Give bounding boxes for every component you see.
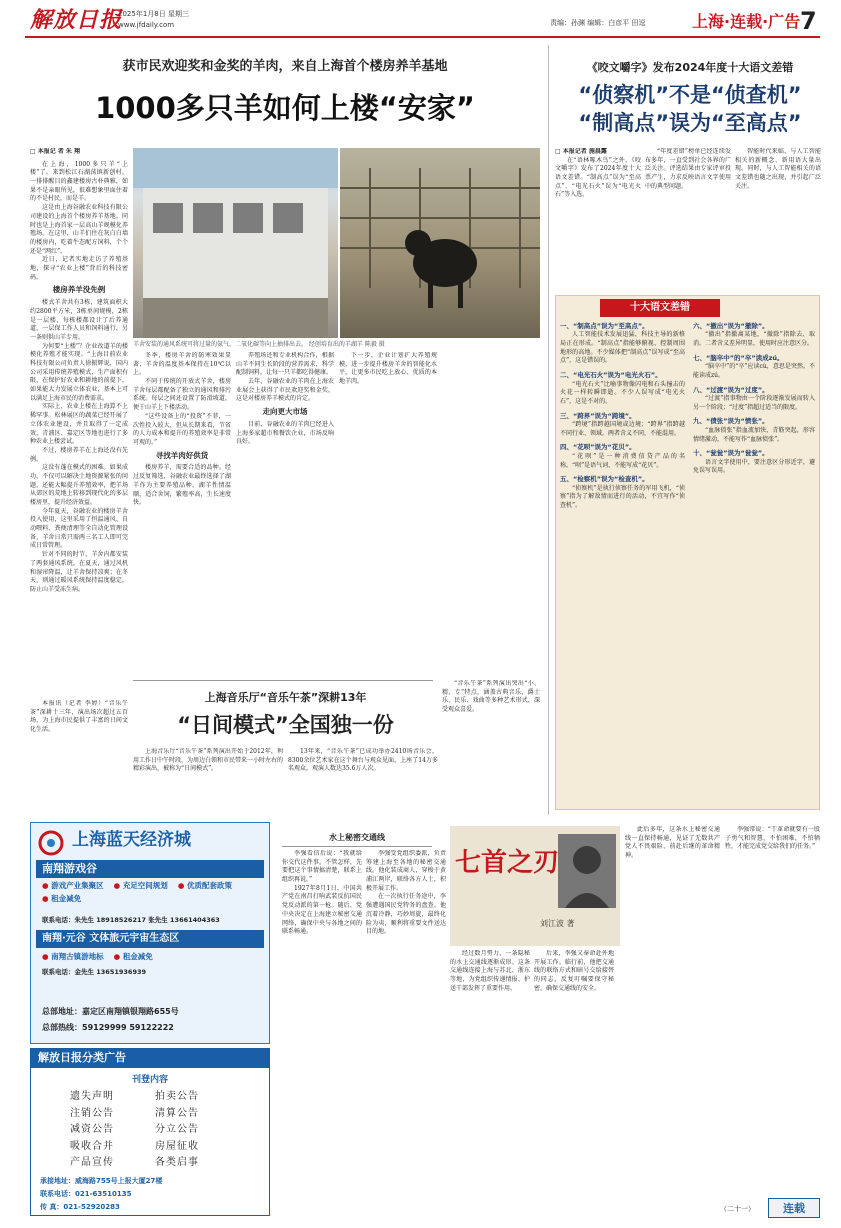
ad-feature [42, 881, 104, 892]
error-item [560, 371, 685, 406]
classified-item: 减资公告 [70, 1124, 114, 1135]
story1-cont6: 去年，谷融农业的羊肉在上海农业展会上获得了市民欢迎奖和金奖，这是对楼房养羊模式的肯定。 [236, 378, 334, 403]
ad-feature [114, 952, 153, 963]
story2-p2: “年度差错”榜单已经连续发布多年，一直受到社会各界的广泛关注。评选结果由专家评审投票产生，力求反映语言文字使用中的典型问题。 [645, 148, 731, 190]
story1-byline: □ 本报记 者 朱 翔 [30, 148, 81, 155]
newspaper-logo: 解放日报 [30, 7, 123, 33]
error-item [693, 417, 815, 444]
story1-p8: 这没有蓬在模式的困难。如果成功，不仅可以解决土地资源紧张的问题，还能大幅提升养殖效率，把羊场从郊区的荒地上转移到现代化的多层楼房里，提升经济效益。 [30, 464, 128, 506]
error-item-title: 三、“跨界”误为“跨境”。 [560, 411, 636, 420]
serial-column-1 [282, 850, 362, 1220]
ad-hotline: 总部热线：59129999 59122222 [42, 1023, 174, 1032]
story1-lead: 在上海，1000多只羊“上楼”了。来到松江石湖荡镇新创村，一排排醒目的鑫建楼房古朴典雅，如果不是亲眼所见，很难想象里面住着的不是村民，而是羊。 [30, 160, 128, 203]
photo-caption: 羊舍安装的通风系统可将过量的氨气、二氧化碳等向上抽排出去。 经创培育出的羊湖羊 陈毅 摄 [133, 341, 385, 348]
classified-item: 分立公告 [155, 1124, 199, 1135]
bullet-icon: ● [113, 952, 123, 961]
ad-feature-label: 南翔古镇游地标 [51, 952, 104, 961]
serial-p8: 李强常说：“干革命就要有一股子勇气和智慧，不怕困难，不怕牺牲，才能完成党交给我们的任务。” [725, 826, 820, 851]
story3-column-1 [30, 700, 128, 810]
story1-cont8: 下一步，企业计划扩大养殖规模，进一步提升楼房羊舍的智能化水平，让更多市民吃上放心、优质的本地羊肉。 [339, 352, 437, 386]
story1-p4: 楼式羊舍共有3栋，建筑面积大约2800平方米，3栋单间规模，2栋是一层楼，每栋楼都设计了后养通道，一层保工作人员和饲料通行，另一条则供山羊专用。 [30, 299, 128, 341]
errors-box-title: 十大语文差错 [600, 299, 720, 317]
error-item-title: 九、“偾张”误为“愤张”。 [693, 417, 769, 426]
ad-feature [114, 881, 168, 892]
error-item-title: 一、“制高点”误为“至高点”。 [560, 322, 649, 330]
serial-p2: 1927年8月1日，中国共产党在南昌打响武装反抗国民党反动派的第一枪。随后，党中央决定在上海建立秘密交通网络，确保中央与各地之间的联系畅通。 [282, 884, 362, 936]
center-divider [548, 45, 549, 815]
error-item-text: “脑卒中”的“卒”应读cù，意思是突然。不能读成zú。 [693, 363, 815, 379]
error-item-title: 十、“瓮瓮”误为“瓮瓮”。 [693, 449, 769, 458]
story1-p5: 为何要“上楼”？企业改道羊的楼模化养殖才能实现。“上海目前农业科技有限公司负责人徐振辉说，国内公司采用传统养殖模式，生产面积有限，在保护好农业和耕地的前提下，如果能大力发展立体农业，基本上可以满足上海市民的消费需求。 [30, 342, 128, 402]
story3-column-4 [442, 680, 540, 810]
error-item-text: “花呗”是一种消费信贷产品的名称，“呗”是语气词，不能写成“花贝”。 [560, 452, 685, 469]
ad-feature [42, 952, 104, 963]
classified-sub: 刊登内容 [131, 1075, 168, 1085]
error-item-text: “跨境”指跨越国境或边境；“跨界”指跨越不同行业、领域。两者含义不同，不能混用。 [560, 421, 685, 437]
story1-subhead-1: 楼房养羊没先例 [52, 285, 106, 295]
story2-headline-1: “侦察机”不是“侦查机” [578, 83, 802, 107]
classified-item: 拍卖公告 [155, 1091, 199, 1102]
story1-subhead-3: 走向更大市场 [262, 407, 308, 417]
error-item [560, 412, 685, 439]
story3-p3: 13年来，“音乐午茶”已成功举办2410场音乐会，8300余位艺术家在这个舞台与观众见面，上座了14万多名观众，观演人数达35.6万人次。 [288, 748, 438, 773]
classified-items [70, 1090, 240, 1171]
story1-column-2 [133, 352, 231, 674]
errors-column-left [560, 322, 685, 807]
errors-column-right [693, 322, 815, 807]
classified-item: 各类启事 [155, 1157, 199, 1168]
error-item [560, 475, 685, 510]
serial-p1: 李强看信后说：“我就给你交代这件事。不管怎样，先要把这个事情搞清楚，联系上组织再说。” [282, 850, 362, 884]
classified-item: 遗失声明 [70, 1091, 114, 1102]
ad-feature [42, 894, 81, 905]
story2-column-2 [645, 148, 731, 258]
serial-column-4 [534, 950, 614, 1220]
story1-cont3: “这些设备上的“投资”不菲，一次性投入较大，但从长期来看，节省的人力成本和提升的养殖效率是非常可观的。” [133, 412, 231, 446]
ad-feature-label: 优质配套政策 [186, 881, 232, 890]
ventilation-illustration [133, 148, 338, 338]
ad-block2-head: 南翔·元谷 文体旅元宇宙生态区 [36, 930, 264, 948]
ad-block1-contact: 联系电话：朱先生 18918526217 张先生 13661404363 [42, 916, 220, 924]
story3-kicker: 上海音乐厅“音乐午茶”深耕13年 [204, 691, 367, 704]
ad-block2-contact: 联系电话：金先生 13651936939 [42, 968, 147, 976]
classified-contact-2: 联系电话：021-63510135 [40, 1190, 132, 1198]
error-item-title: 八、“过渡”误为“过度”。 [693, 385, 769, 394]
error-item [560, 322, 685, 366]
story3-column-2 [133, 748, 283, 810]
ad-block2-items [42, 952, 264, 963]
sheep-illustration [340, 148, 540, 338]
error-item-title: 五、“检察机”误为“检查机”。 [560, 475, 649, 484]
story2-byline: □ 本报记者 施晨露 [555, 148, 607, 155]
ad-lantian-title: 上海蓝天经济城 [72, 830, 191, 850]
editor-credits: 责编：孙渊 编辑：白彦平 田逗 [550, 19, 646, 27]
classified-item: 注销公告 [70, 1107, 114, 1119]
error-item-title: 四、“花呗”误为“花贝”。 [560, 443, 636, 452]
story1-p6: 实际上，农业上楼在上海算不上稀罕事。松林展区的蔬菜已经开展了立体农业建设，并且取得了一定成效，青浦区、嘉定区等地也进行了多种农业上楼尝试。 [30, 403, 128, 446]
error-item [693, 354, 815, 381]
page-number: 7 [800, 7, 817, 35]
serial-badge: 连载 [768, 1198, 820, 1218]
serial-p4: 在一次执行任务途中，李强遭遇国民党特务的盘查。他沉着冷静，巧妙周旋，最终化险为夷，顺利将重要文件送达目的地。 [366, 893, 446, 936]
story3-column-3 [288, 748, 438, 810]
story2-intro: 在“语林啄木鸟”之外，《咬文嚼字》发布了2024年度十大语文差错。“制高点”误为“至高点”、“电光石火”误为“电光火石”等入选。 [555, 156, 641, 199]
story2-p3: 智能时代来临，与人工智能相关的新概念、新用语大量出现。同时，与人工智能相关的语文差错也随之出现，并引起广泛关注。 [735, 148, 821, 190]
serial-author: 刘江波 著 [540, 919, 575, 928]
story3-p2: 上海音乐厅“音乐午茶”系列演出开始于2012年，利用工作日中午时段，为周边白领和市民带来一小时左右的精彩演出，被称为“日间模式”。 [133, 748, 283, 773]
classified-item: 清算公告 [155, 1107, 199, 1119]
story1-cont5: 养殖场还和专业机构合作，根据山羊不同生长阶段的营养需求，科学配制饲料，让每一只羊都吃得健康。 [236, 352, 334, 377]
serial-p3: 李强受党组织委派，负责筹建上海至各地的秘密交通线。他化装成商人，穿梭于黄浦江两岸，联络各方人士，积极开展工作。 [366, 850, 446, 892]
story1-cont4: 楼房养羊，需要合适的品种。经过反复筛选，谷融农业最终选择了湖羊作为主要养殖品种。湖羊性情温顺，适合舍饲，繁殖率高，生长速度快。 [133, 464, 231, 507]
error-item-text: “侦察机”是执行侦察任务的军用飞机，“侦察”指为了解敌情而进行的活动，不宜写作“侦查机”。 [560, 484, 685, 510]
bullet-icon: ● [113, 881, 123, 890]
story1-p3: 近日，记者实地走访了养殖基地，探寻“农业上楼”背后的科技密码。 [30, 256, 128, 281]
serial-episode: （二十一） [720, 1205, 755, 1213]
serial-column-5 [625, 826, 720, 1196]
error-item [560, 443, 685, 470]
serial-column-6 [725, 826, 820, 1196]
story1-cont7: 目前，谷融农业的羊肉已经进入上海多家超市和餐饮企业，市场反响良好。 [236, 421, 334, 446]
bullet-icon: ● [42, 952, 52, 961]
classified-item: 吸收合并 [70, 1140, 114, 1152]
story1-subhead-2: 寻找羊肉好供货 [155, 450, 209, 460]
serial-section-head: 水上秘密交通线 [282, 832, 432, 847]
error-item-title: 二、“电光石火”误为“电光火石”。 [560, 371, 662, 380]
error-item-text: 语言文字使用中，要注意区分形近字，避免误写误用。 [693, 458, 815, 475]
story1-cont2: 不同于传统的开放式羊舍，楼房羊舍每层都配备了独立的通风和排污系统。每层之间还设置了防滑坡道，便于山羊上下楼活动。 [133, 378, 231, 412]
story1-p10: 针对不同的时节，羊舍内都安装了两套通风系统。在夏天，通过风机和湿帘降温，让羊舍保持凉爽；在冬天，则通过暖风系统保持温度稳定，防止山羊受冻生病。 [30, 551, 128, 593]
story1-p7: 不过，楼房养羊在上海还没有先例。 [30, 446, 128, 463]
story1-headline: 1000多只羊如何上楼“安家” [95, 91, 475, 125]
masthead-rule [25, 36, 820, 38]
section-name: 上海·连载·广告 [692, 12, 801, 31]
classified-contact-1: 承接地址：威海路755号上报大厦27楼 [40, 1177, 163, 1185]
ad-feature-label: 充足空间规划 [122, 881, 168, 890]
ad-feature-label: 租金减免 [51, 893, 82, 903]
ad-block1-items [42, 881, 264, 905]
story1-p9: 今年夏天，谷融农业的楼房羊舍投入使用，这里采用了恒温通风、自动喂料、粪便清理等全自动化管理设备，羊舍日常只需两三名工人即可完成日常管理。 [30, 507, 128, 550]
masthead [0, 0, 841, 40]
error-item [693, 386, 815, 413]
error-item-text: “电光石火”比喻事物像闪电和石头撞击的火花一样转瞬即逝。不少人误写成“电光火石”，这是不对的。 [560, 380, 685, 405]
error-item-text: 人工智能技术发展迅猛，科技主导的新格局正在形成。“制高点”指能够俯视、控制周围地形的高地。不少媒体把“制高点”误写成“至高点”，这是错误的。 [560, 331, 685, 365]
bullet-icon: ● [42, 881, 52, 890]
story1-column-4 [339, 352, 437, 674]
serial-p6: 后来，李强又奉命赴外地开展工作。临行前，他把交通线的联络方式和暗号交给接替的同志，反复叮嘱要保守秘密，确保交通线的安全。 [534, 950, 614, 992]
serial-p7: 此后多年，这条水上秘密交通线一直保持畅通，见证了无数共产党人不畏艰险、前赴后继的革命精神。 [625, 826, 720, 860]
error-item [693, 322, 815, 349]
story1-column-1 [30, 148, 128, 738]
ad-feature [178, 881, 232, 892]
story1-p2: 这是由上海谷融农业科技有限公司建设的上海首个楼房养羊基地。同时也是上海首家一层高山羊规模化养殖场。在这里，山羊们住在灰白白墙的楼房内，吃着牛态配方饲料，个个还是“网红”。 [30, 204, 128, 255]
error-item-text: “过渡”指事物由一个阶段逐渐发展而转入另一个阶段；“过度”指超过适当的限度。 [693, 395, 815, 411]
classified-item: 房屋征收 [155, 1140, 199, 1152]
ad-address: 总部地址：嘉定区南翔镇银翔路655号 [42, 1007, 179, 1016]
story1-column-3 [236, 352, 334, 674]
ad-block1-head: 南翔游戏谷 [36, 860, 264, 878]
serial-portrait-illustration [450, 826, 620, 946]
serial-column-3 [450, 950, 530, 1220]
serial-banner [450, 826, 620, 946]
classified-title: 解放日报分类广告 [30, 1048, 270, 1068]
story3-headline: “日间模式”全国独一份 [177, 713, 394, 737]
story1-cont1: 冬季，楼房羊舍的防寒效果显著，羊舍的温度基本保持在10℃以上。 [133, 352, 231, 377]
classified-contact-3: 传 真：021-52920283 [40, 1203, 120, 1211]
bullet-icon: ● [177, 881, 187, 890]
story3-p1: 本报讯（记者 李婷）“音乐午茶”深耕十三年，演出场次超过五百场，为上海市民提供了丰富的日间文化生活。 [30, 700, 128, 734]
serial-column-2 [366, 850, 446, 1220]
photo-sheep-pen [340, 148, 540, 338]
ad-feature-label: 游戏产业集聚区 [51, 881, 104, 890]
story3-p4: “音乐午茶”系列演出突出“小、精、专”特点，涵盖古典音乐、爵士乐、民乐、戏曲等多种艺术形式，深受观众喜爱。 [442, 680, 540, 714]
classified-item: 产品宣传 [70, 1157, 114, 1168]
serial-p5: 经过数月努力，一条隐秘的水上交通线逐渐成形。这条交通线连接上海与苏北、浙东等地，为党组织传递情报、护送干部发挥了重要作用。 [450, 950, 530, 992]
story2-column-1 [555, 148, 641, 258]
bullet-icon: ● [42, 893, 52, 903]
serial-title: 七首之刃 [455, 848, 560, 878]
error-item-title: 七、“脑卒中”的“卒”读成zú。 [693, 353, 784, 362]
story2-headline-2: “制高点”误为“至高点” [578, 111, 802, 135]
ad-lantian-logo-icon [36, 830, 66, 856]
story2-title: 《咬文嚼字》发布2024年度十大语文差错 [586, 61, 794, 74]
error-item-text: “血脉偾张”指血流加快，青筋突起，形容情绪激动，不能写作“血脉愤张”。 [693, 426, 815, 443]
error-item-text: “撤出”指撤离某地，“撤除”指除去、取消。二者含义差异明显，使用时应注意区分。 [693, 331, 815, 348]
ad-feature-label: 租金减免 [122, 952, 153, 961]
story2-column-3 [735, 148, 821, 258]
site-url[interactable]: www.jfdaily.com [118, 21, 175, 29]
story3-top-rule [133, 680, 433, 681]
error-item [693, 449, 815, 476]
error-item-title: 六、“撤出”误为“撤除”。 [693, 322, 769, 330]
issue-date: 2025年1月8日 星期三 [118, 10, 189, 18]
photo-ventilation-system [133, 148, 338, 338]
story1-kicker: 获市民欢迎奖和金奖的羊肉，来自上海首个楼房养羊基地 [122, 59, 448, 74]
